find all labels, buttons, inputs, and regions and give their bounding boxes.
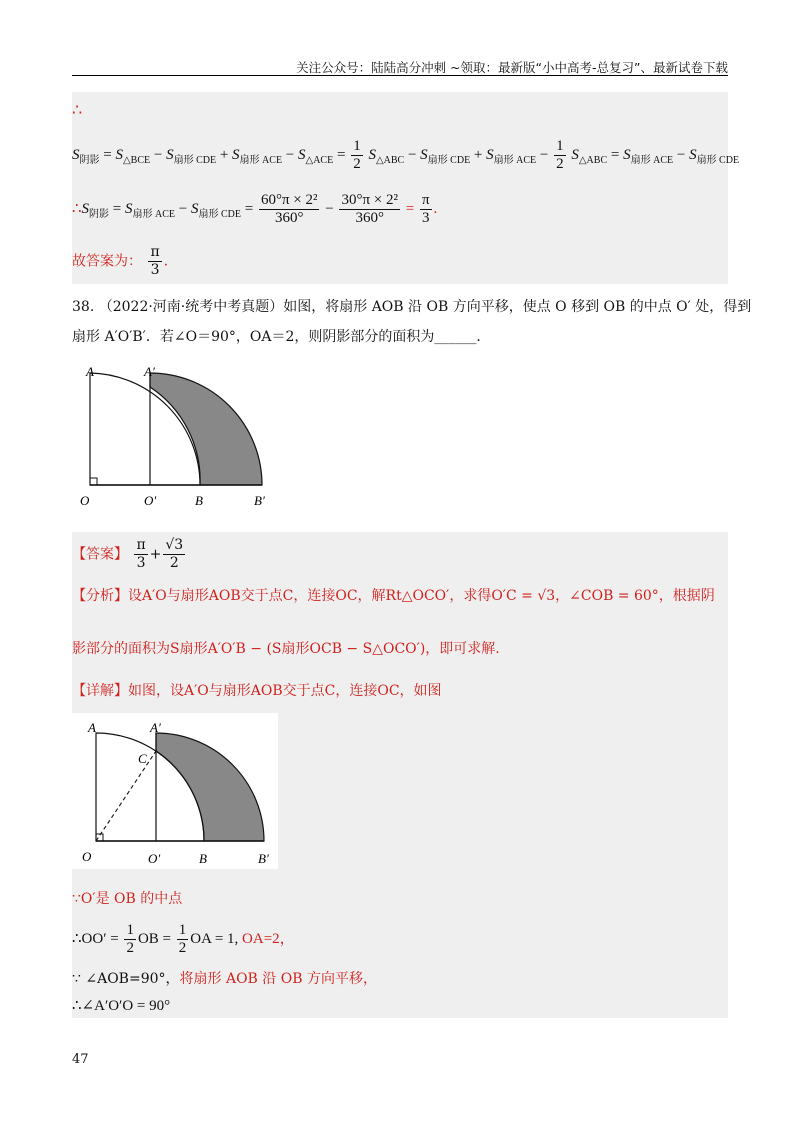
detail-step1 (72, 888, 182, 908)
label-A-prime: A′ (144, 364, 155, 379)
eq1-s: S (72, 146, 80, 163)
eq1-eq: = (336, 146, 346, 163)
eq1-op: − (153, 146, 163, 163)
eq2-sub-ace: 扇形 ACE (132, 208, 176, 220)
answer-line-prev (72, 244, 168, 279)
figure-2 (72, 713, 278, 869)
step2-b: OB = (137, 930, 175, 947)
label-B-prime: B′ (254, 493, 265, 508)
label-B-prime: B′ (258, 851, 269, 866)
frac-num: 1 (353, 138, 361, 154)
answer-prefix: 故答案为： (72, 253, 142, 270)
detail-step1-text: ∵O′是 OB 的中点 (72, 891, 183, 907)
step3-red: 将扇形 AOB 沿 OB 方向平移， (179, 971, 377, 987)
eq2-sub: 阴影 (89, 208, 110, 220)
frac-den: 360° (355, 210, 384, 226)
eq2-term: S (125, 200, 133, 217)
eq1-sub-bce: △BCE (122, 154, 151, 166)
eq1-sub-ace-sector: 扇形 ACE (630, 154, 674, 166)
eq1-op: − (539, 146, 549, 163)
label-O-prime: O′ (144, 493, 157, 508)
answer-frac2 (163, 537, 185, 572)
answer-tag: 【答案】 (72, 546, 128, 563)
eq1-op: − (407, 146, 417, 163)
detail-text-1: 如图，设A′O与扇形AOB交于点C，连接OC，如图 (128, 683, 442, 699)
therefore-text: ∴ (72, 100, 83, 119)
eq2-sub-cde: 扇形 CDE (198, 208, 241, 220)
solution-block-top (72, 92, 728, 284)
answer-line (72, 537, 187, 572)
label-O: O (82, 849, 92, 864)
step2-half (124, 922, 136, 957)
eq1-sub-cde: 扇形 CDE (696, 154, 740, 166)
answer-plus: + (149, 546, 162, 563)
step3-a: ∵ ∠AOB=90°， (72, 971, 180, 987)
analysis-tag: 【分析】 (72, 588, 128, 604)
question-38-line2 (72, 326, 490, 346)
eq1-sub-cde: 扇形 CDE (173, 154, 217, 166)
figure-1 (78, 362, 278, 518)
step4-text: ∴∠A′O′O = 90° (72, 998, 171, 1014)
frac-num: π (136, 537, 146, 553)
label-B: B (199, 851, 207, 866)
eq1-sub-cde: 扇形 CDE (427, 154, 471, 166)
eq2-frac2 (339, 192, 400, 227)
answer-frac (148, 244, 161, 279)
eq1-sub-abc: △ABC (578, 154, 608, 166)
frac-num: 60°π × 2² (260, 192, 318, 208)
question-number: 38. (72, 299, 95, 315)
eq1-term: S (115, 146, 123, 163)
eq1-term: S (486, 146, 494, 163)
frac-num: 30°π × 2² (341, 192, 398, 208)
eq2-result (420, 192, 432, 227)
page-header: 关注公众号：陆陆高分冲刺 ~领取：最新版“小中高考-总复习”、最新试卷下载 (296, 60, 728, 75)
answer-frac1 (134, 537, 147, 572)
eq1-sub-ace-sector: 扇形 ACE (239, 154, 283, 166)
eq1-eq: = (103, 146, 112, 163)
frac-den: 2 (178, 940, 187, 956)
eq2-frac1 (259, 192, 320, 227)
eq2-eq-red: = (405, 200, 415, 217)
frac-den: 2 (126, 940, 134, 956)
eq1-op: + (219, 146, 229, 163)
frac-den: 360° (274, 210, 304, 226)
eq1-sub-abc: △ABC (375, 154, 405, 166)
therefore-symbol (72, 100, 82, 119)
frac-num: 1 (126, 922, 134, 938)
label-O-prime: O′ (148, 851, 161, 866)
label-C: C (138, 751, 147, 766)
frac-num: 1 (178, 922, 187, 938)
page-number: 47 (72, 1052, 89, 1067)
eq1-op: + (473, 146, 483, 163)
area-equation-1 (72, 138, 739, 173)
detail-line1 (72, 680, 442, 700)
label-A: A (88, 720, 96, 735)
step2-c: OA = 1, (190, 930, 239, 947)
step2-a: ∴OO′ = (72, 930, 123, 947)
frac-num: √3 (165, 537, 184, 553)
label-B: B (195, 493, 203, 508)
eq1-term: S (298, 146, 306, 163)
question-text-1: 如图，将扇形 AOB 沿 OB 方向平移，使点 O 移到 OB 的中点 O′ 处，得到 (283, 299, 752, 315)
eq1-op: − (676, 146, 686, 163)
answer-end: . (163, 253, 169, 270)
eq2-eq: = (112, 200, 122, 217)
question-source: （2022·河南·统考中考真题） (98, 299, 284, 315)
eq1-term: S (623, 146, 631, 163)
eq2-op: − (325, 200, 334, 217)
eq1-term: S (232, 146, 240, 163)
label-A: A (86, 364, 94, 379)
detail-step3 (72, 968, 377, 988)
analysis-text-1: 设A′O与扇形AOB交于点C，连接OC，解Rt△OCO′，求得O′C = √3，∠COB = 60°，根据阴 (128, 588, 715, 604)
eq1-term: S (368, 146, 376, 163)
eq2-eq: = (244, 200, 254, 217)
eq1-term: S (166, 146, 174, 163)
area-equation-2 (72, 192, 437, 227)
frac-den: 2 (353, 156, 361, 172)
frac-den: 2 (556, 156, 564, 172)
label-O: O (80, 493, 90, 508)
step2-half (177, 922, 189, 957)
eq1-half (554, 138, 566, 173)
frac-num: π (421, 192, 430, 208)
analysis-line2 (72, 638, 500, 658)
eq2-end: . (433, 200, 438, 217)
eq1-sub-ace-sector: 扇形 ACE (493, 154, 537, 166)
eq2-op: − (178, 200, 188, 217)
eq1-eq: = (610, 146, 620, 163)
eq2-s: S (81, 200, 90, 217)
frac-den: 3 (136, 555, 146, 571)
eq1-term: S (420, 146, 428, 163)
eq2-prefix: ∴ (72, 200, 82, 217)
detail-step2 (72, 922, 295, 957)
frac-num: 1 (556, 138, 564, 154)
frac-den: 2 (169, 555, 179, 571)
question-text-2: 扇形 A′O′B′．若∠O＝90°，OA＝2，则阴影部分的面积为______． (72, 329, 491, 345)
eq2-term: S (190, 200, 199, 217)
header-rule (72, 75, 728, 76)
step2-red: OA=2， (238, 930, 295, 947)
analysis-text-2: 影部分的面积为S扇形A′O′B − (S扇形OCB − S△OCO′)，即可求解. (72, 641, 500, 657)
label-A-prime: A′ (150, 720, 161, 735)
shaded-region (150, 373, 262, 485)
detail-tag: 【详解】 (72, 683, 128, 699)
eq1-term: S (571, 146, 579, 163)
eq1-half (351, 138, 363, 173)
analysis-line1 (72, 585, 715, 605)
right-angle-mark (90, 478, 97, 485)
eq1-term: S (689, 146, 697, 163)
eq1-op: − (285, 146, 295, 163)
eq1-sub: 阴影 (79, 154, 100, 166)
frac-num: π (150, 244, 160, 260)
question-38-line1 (72, 296, 751, 316)
eq1-sub-ace: △ACE (305, 154, 334, 166)
detail-step4 (72, 996, 170, 1015)
frac-den: 3 (421, 210, 430, 226)
frac-den: 3 (150, 262, 160, 278)
